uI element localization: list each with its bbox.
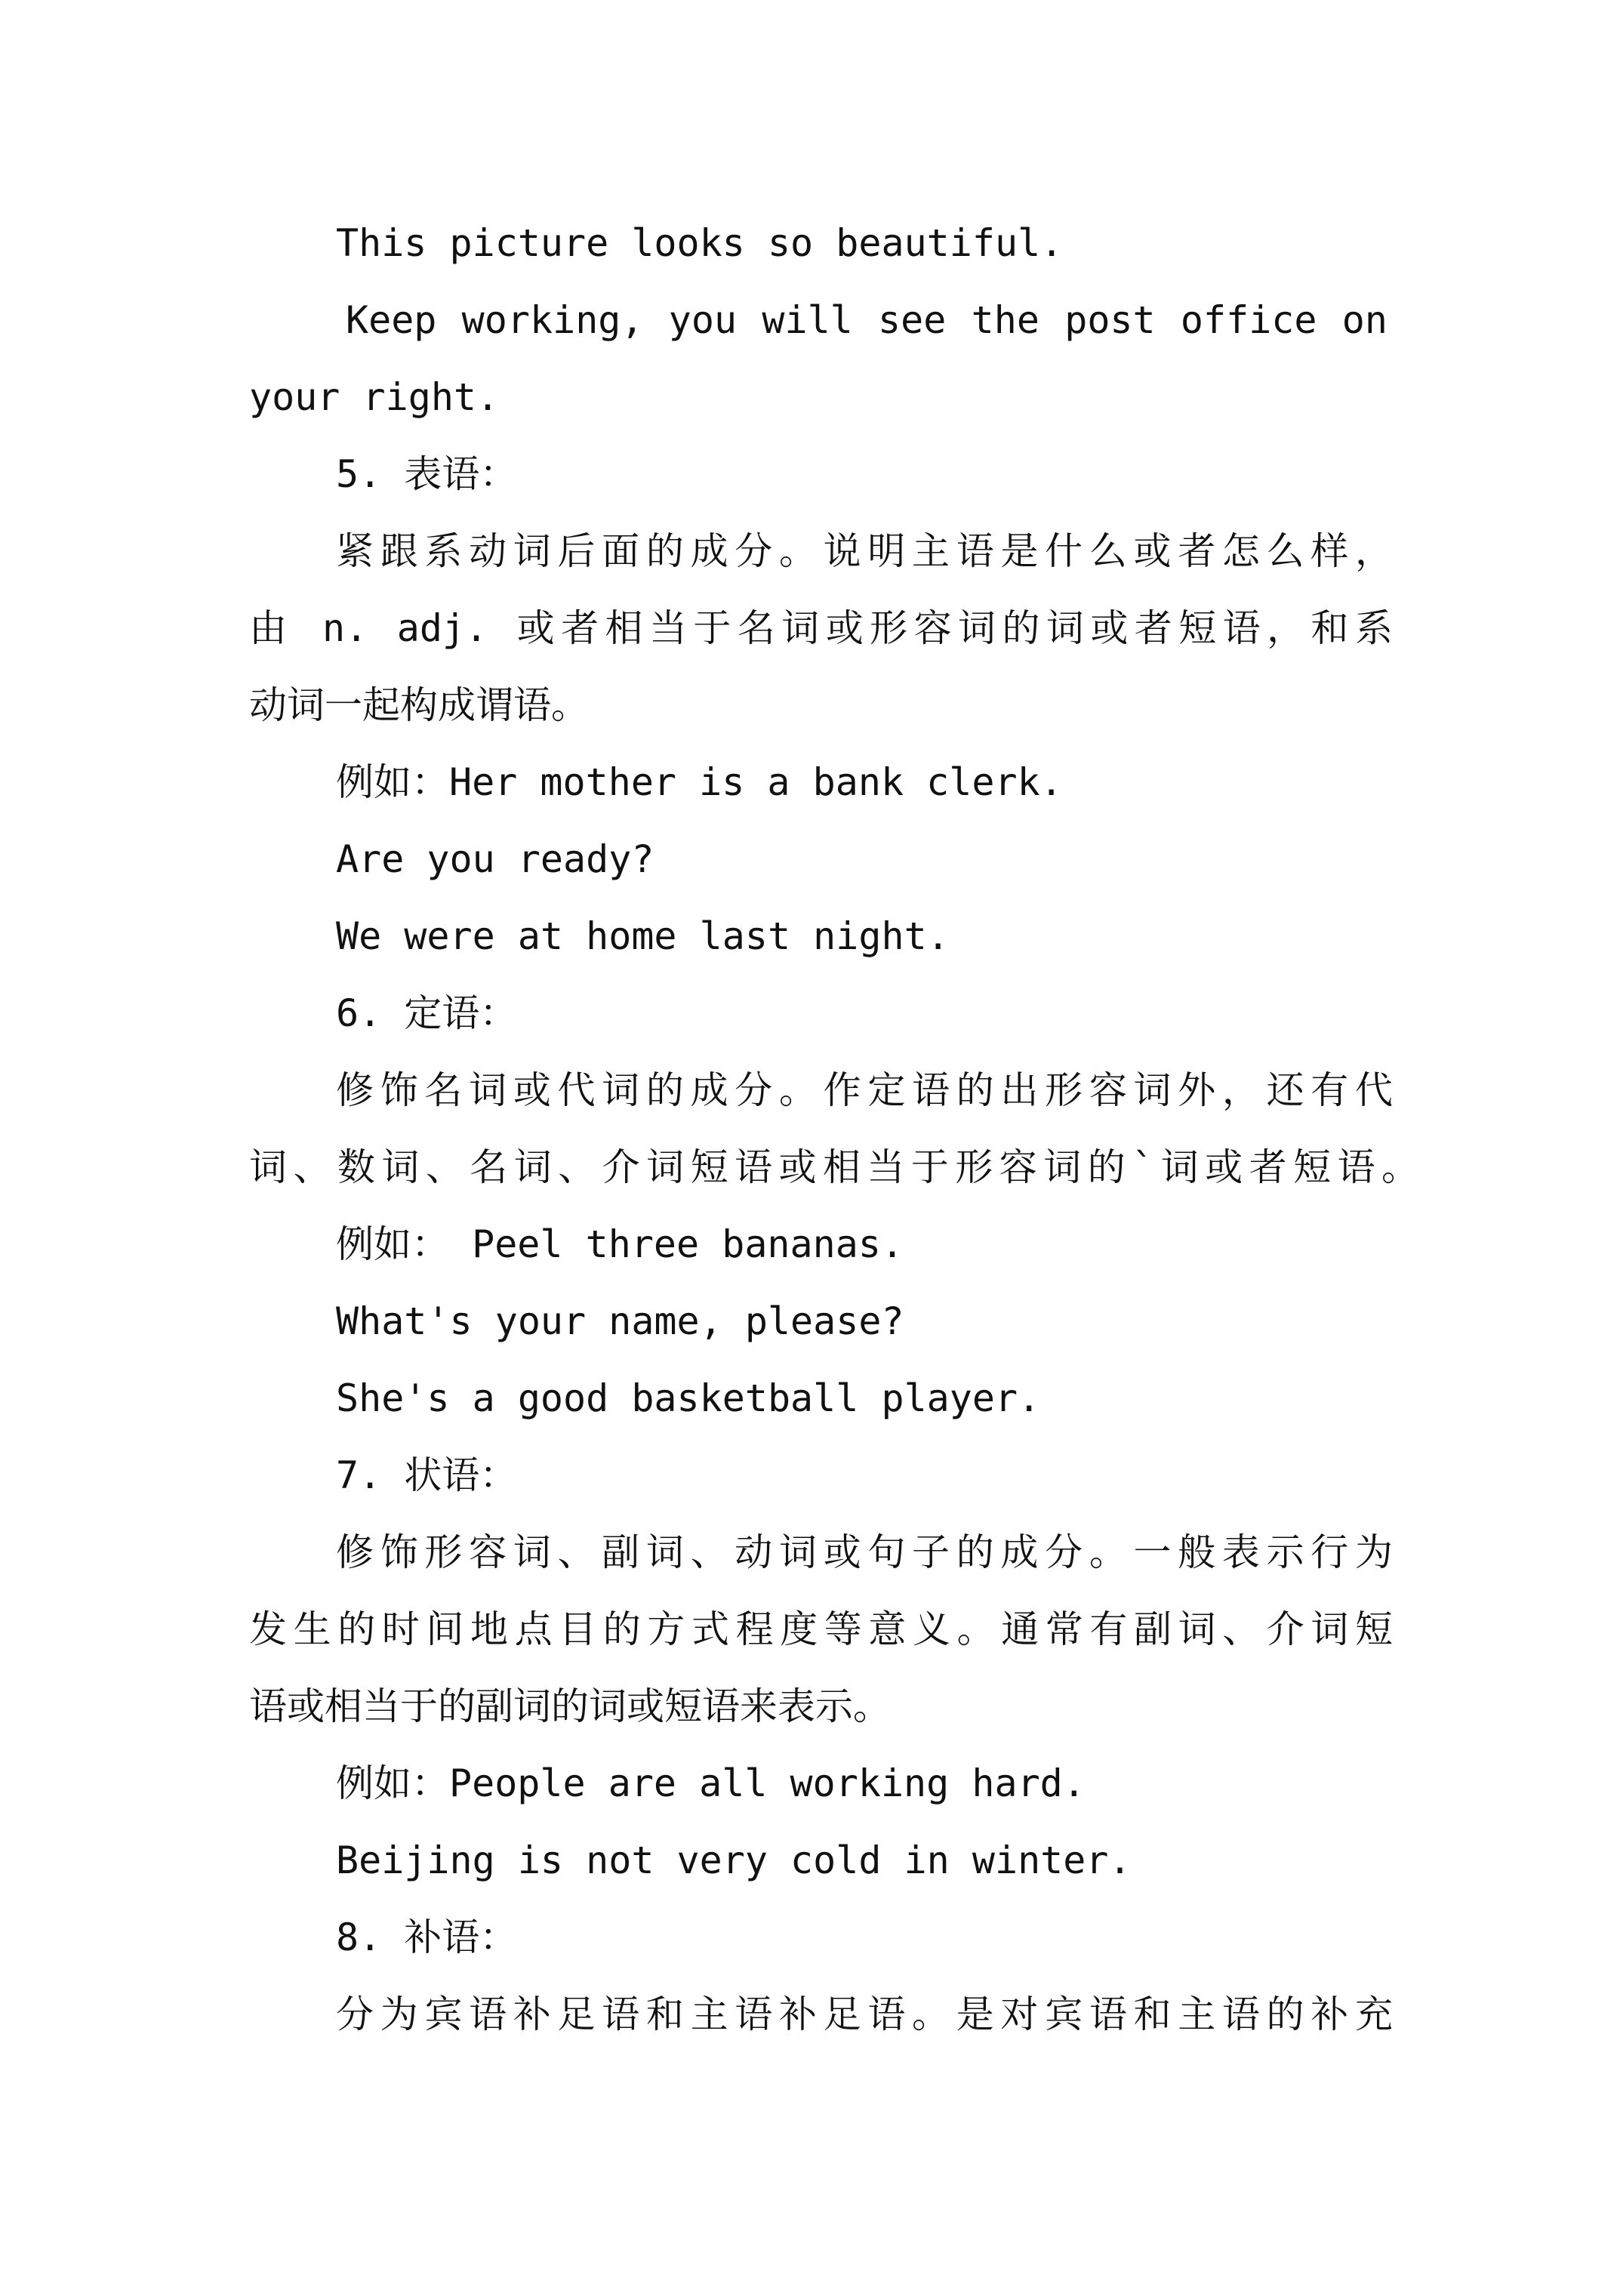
paragraph-line: 发生的时间地点目的方式程度等意义。通常有副词、介词短 bbox=[249, 1607, 1393, 1651]
section-heading: 6. 定语： bbox=[336, 991, 518, 1035]
example-sentence: Beijing is not very cold in winter. bbox=[336, 1838, 1132, 1882]
example-sentence: 例如： Peel three bananas. bbox=[336, 1222, 904, 1266]
example-sentence: We were at home last night. bbox=[336, 914, 950, 958]
section-heading: 8. 补语： bbox=[336, 1915, 518, 1959]
section-heading: 7. 状语： bbox=[336, 1453, 518, 1497]
example-sentence: 例如：Her mother is a bank clerk. bbox=[336, 760, 1063, 804]
paragraph-line: 修饰名词或代词的成分。作定语的出形容词外，还有代 bbox=[336, 1068, 1393, 1112]
example-sentence: She's a good basketball player. bbox=[336, 1376, 1041, 1420]
paragraph-line: 紧跟系动词后面的成分。说明主语是什么或者怎么样， bbox=[336, 529, 1393, 573]
paragraph-line: 语或相当于的副词的词或短语来表示。 bbox=[249, 1684, 891, 1728]
example-sentence: Are you ready? bbox=[336, 837, 654, 881]
paragraph-line: 由 n. adj. 或者相当于名词或形容词的词或者短语，和系 bbox=[249, 606, 1393, 650]
paragraph-line: 词、数词、名词、介词短语或相当于形容词的`词或者短语。 bbox=[249, 1145, 1419, 1189]
example-sentence: What's your name, please? bbox=[336, 1299, 904, 1343]
example-sentence: This picture looks so beautiful. bbox=[336, 221, 1064, 265]
example-sentence: Keep working, you will see the post office on bbox=[346, 298, 1387, 342]
example-sentence: 例如：People are all working hard. bbox=[336, 1761, 1086, 1805]
paragraph-line: 动词一起构成谓语。 bbox=[249, 683, 589, 727]
paragraph-line: 分为宾语补足语和主语补足语。是对宾语和主语的补充 bbox=[336, 1992, 1393, 2036]
section-heading: 5. 表语： bbox=[336, 452, 518, 496]
example-sentence: your right. bbox=[249, 375, 500, 419]
paragraph-line: 修饰形容词、副词、动词或句子的成分。一般表示行为 bbox=[336, 1530, 1393, 1574]
